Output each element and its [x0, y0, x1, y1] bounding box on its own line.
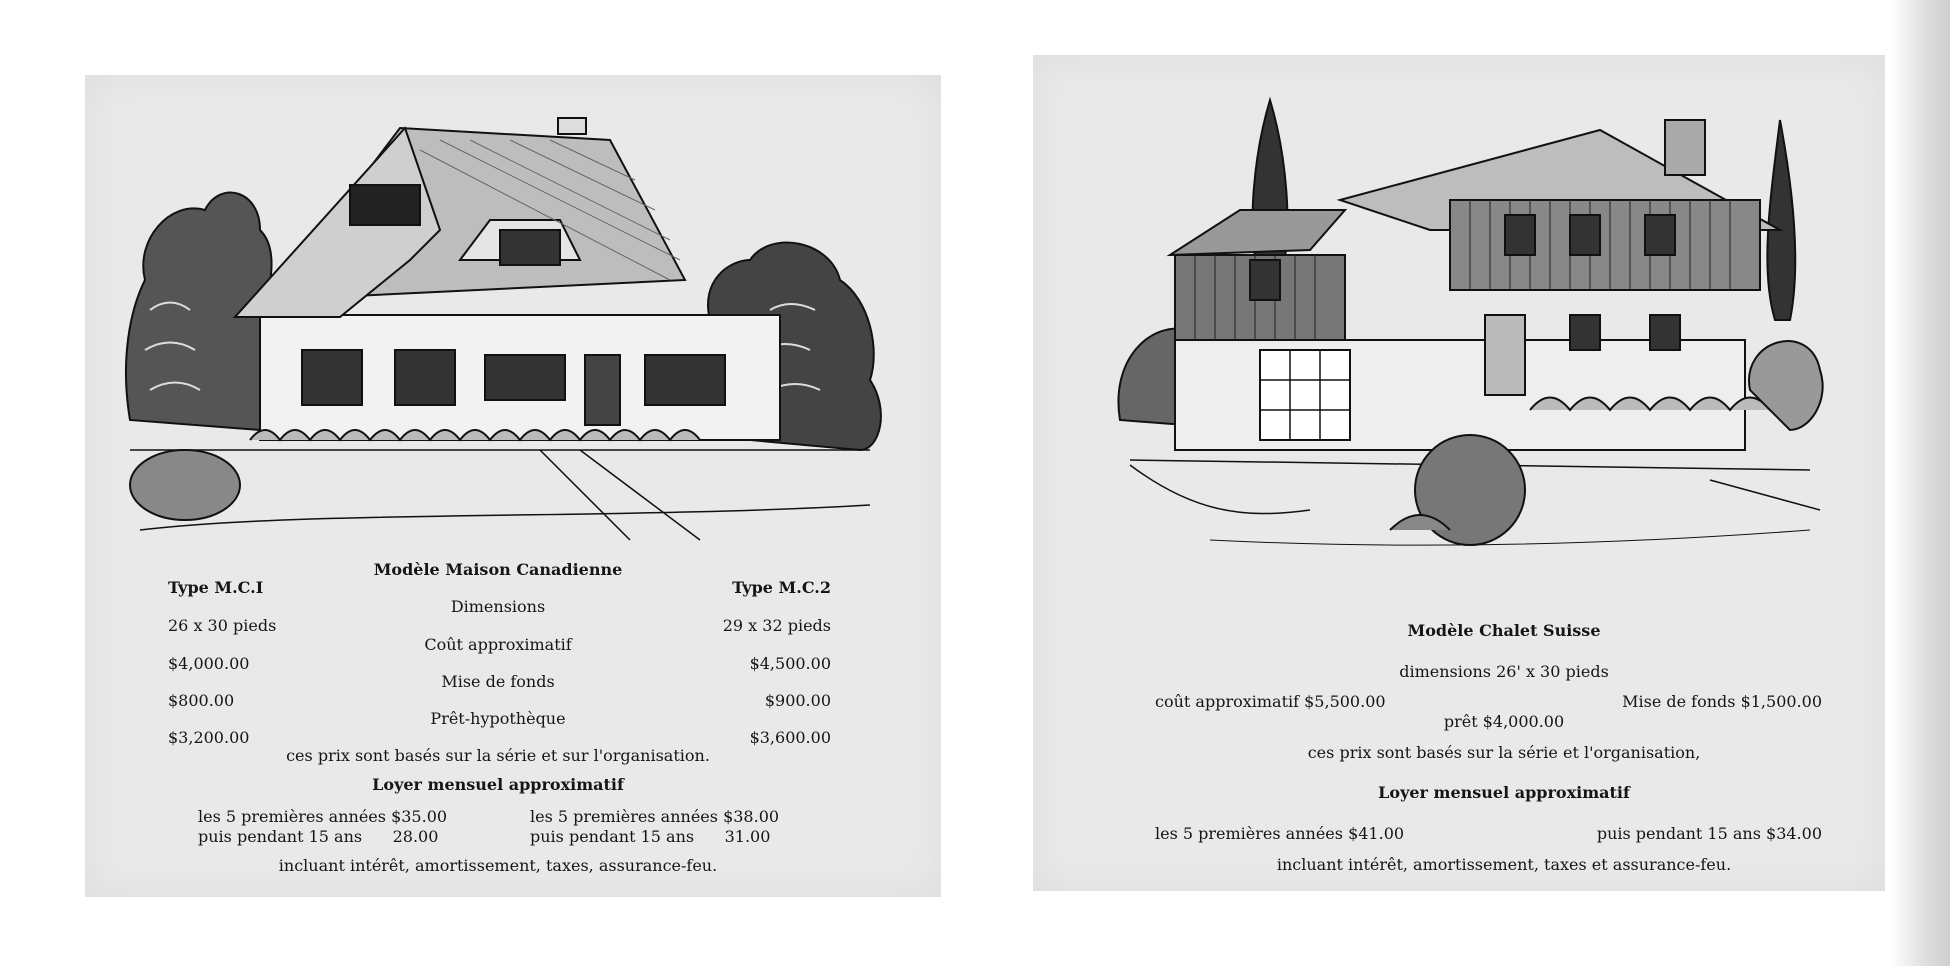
- row-label-downpayment: Mise de fonds: [441, 672, 555, 691]
- type-left-label: Type M.C.I: [168, 578, 264, 597]
- right-cost: coût approximatif $5,500.00: [1155, 692, 1386, 711]
- left-rent-row-1-right: les 5 premières années $38.00: [530, 807, 780, 826]
- right-footer: incluant intérêt, amortissement, taxes et assurance-feu.: [1276, 855, 1732, 874]
- row-left-cost: $4,000.00: [168, 654, 250, 673]
- left-price-note: ces prix sont basés sur la série et sur l'organisation.: [286, 746, 710, 765]
- row-label-mortgage: Prêt-hypothèque: [430, 709, 566, 728]
- right-price-note: ces prix sont basés sur la série et l'organisation,: [1307, 743, 1701, 762]
- row-left-mortgage: $3,200.00: [168, 728, 250, 747]
- left-rent-row-2-right: puis pendant 15 ans 31.00: [530, 827, 771, 846]
- row-right-dimensions: 29 x 32 pieds: [722, 616, 831, 635]
- left-rent-row-2-left: puis pendant 15 ans 28.00: [198, 827, 439, 846]
- row-right-downpayment: $900.00: [764, 691, 831, 710]
- right-rent-title: Loyer mensuel approximatif: [1378, 783, 1630, 802]
- row-left-dimensions: 26 x 30 pieds: [168, 616, 277, 635]
- right-rent-first: les 5 premières années $41.00: [1155, 824, 1405, 843]
- right-loan: prêt $4,000.00: [1443, 712, 1565, 731]
- type-right-label: Type M.C.2: [732, 578, 831, 597]
- row-left-downpayment: $800.00: [168, 691, 235, 710]
- left-rent-title: Loyer mensuel approximatif: [372, 775, 624, 794]
- row-label-dimensions: Dimensions: [450, 597, 546, 616]
- row-right-mortgage: $3,600.00: [749, 728, 831, 747]
- row-label-cost: Coût approximatif: [424, 635, 572, 654]
- left-card-title: Modèle Maison Canadienne: [373, 560, 623, 579]
- right-rent-after: puis pendant 15 ans $34.00: [1596, 824, 1822, 843]
- swiss-chalet-illustration: [1110, 90, 1830, 560]
- row-right-cost: $4,500.00: [749, 654, 831, 673]
- left-rent-row-1-left: les 5 premières années $35.00: [198, 807, 448, 826]
- right-dimensions: dimensions 26' x 30 pieds: [1399, 662, 1609, 681]
- page-edge-shadow: [1890, 0, 1950, 966]
- right-down-payment: Mise de fonds $1,500.00: [1622, 692, 1822, 711]
- right-card-title: Modèle Chalet Suisse: [1407, 621, 1601, 640]
- canadian-house-illustration: [110, 110, 900, 550]
- left-footer: incluant intérêt, amortissement, taxes, assurance-feu.: [278, 856, 718, 875]
